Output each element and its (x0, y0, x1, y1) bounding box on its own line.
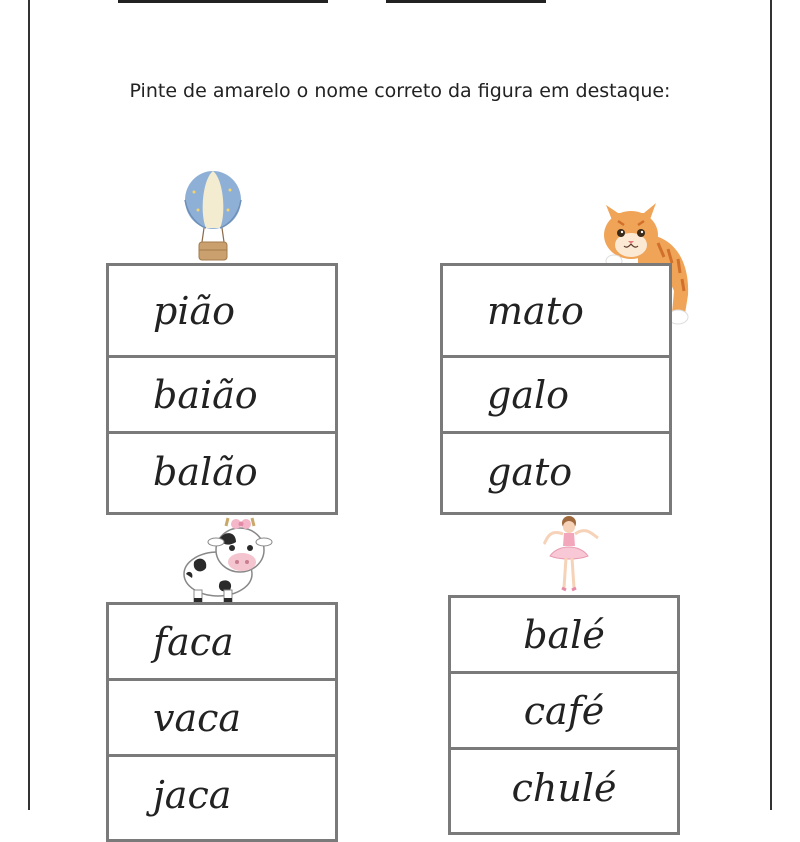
word-group-ballerina (448, 595, 680, 835)
cow-icon (180, 516, 280, 604)
ballerina-icon (542, 514, 600, 594)
word-option[interactable]: mato (443, 266, 669, 358)
word-option[interactable]: balé (451, 598, 677, 674)
instruction-text: Pinte de amarelo o nome correto da figura em destaque: (129, 80, 671, 102)
class-field-line[interactable] (386, 0, 546, 3)
word-option[interactable]: vaca (109, 681, 335, 757)
word-option[interactable]: jaca (153, 773, 232, 817)
word-option[interactable]: chulé (511, 766, 617, 810)
name-field-line[interactable] (118, 0, 328, 3)
word-option[interactable]: balão (153, 450, 258, 494)
word-option[interactable]: café (451, 674, 677, 750)
word-option[interactable]: pião (109, 266, 335, 358)
header-fields (118, 0, 578, 6)
hot-air-balloon-icon (180, 170, 246, 264)
word-group-balloon (106, 263, 338, 515)
word-group-cow (106, 602, 338, 842)
word-option[interactable]: gato (487, 450, 573, 494)
word-option[interactable]: galo (443, 358, 669, 434)
word-option[interactable]: faca (109, 605, 335, 681)
word-group-cat (440, 263, 672, 515)
word-option[interactable]: baião (109, 358, 335, 434)
